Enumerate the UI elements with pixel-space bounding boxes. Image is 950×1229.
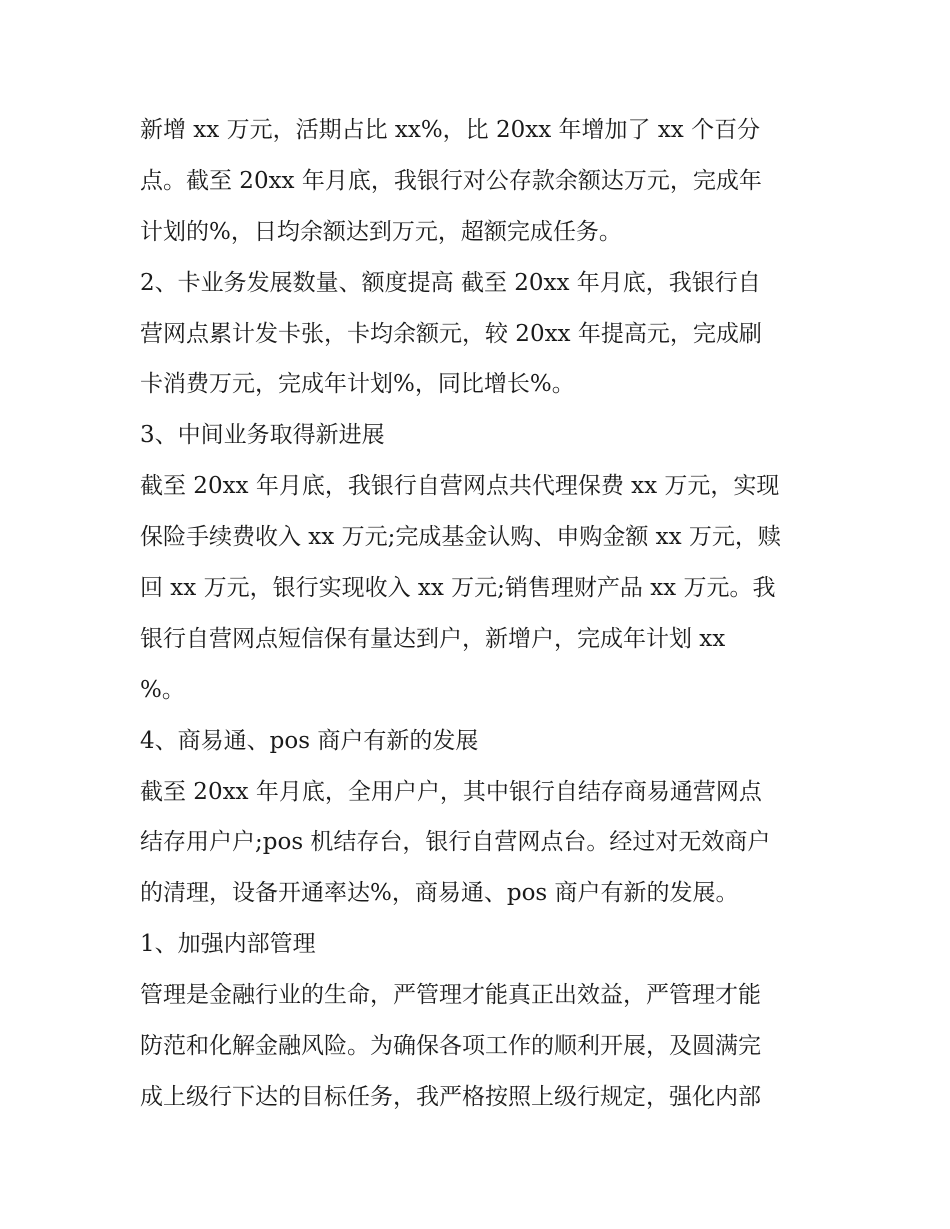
text-line: 新增 xx 万元，活期占比 xx%，比 20xx 年增加了 xx 个百分 bbox=[140, 117, 761, 143]
text-line: 截至 20xx 年月底，全用户户，其中银行自结存商易通营网点 bbox=[140, 778, 762, 805]
text-line: 截至 20xx 年月底，我银行自营网点共代理保费 xx 万元，实现 bbox=[140, 473, 780, 500]
section-heading-card-business: 2、卡业务发展数量、额度提高 截至 20xx 年月底，我银行自 bbox=[140, 269, 761, 296]
text-line: 计划的%，日均余额达到万元，超额完成任务。 bbox=[140, 218, 622, 245]
section-heading-intermediary-business: 3、中间业务取得新进展 bbox=[140, 422, 385, 449]
text-line: 结存用户户;pos 机结存台，银行自营网点台。经过对无效商户 bbox=[140, 829, 771, 856]
text-line: 防范和化解金融风险。为确保各项工作的顺利开展，及圆满完 bbox=[140, 1033, 761, 1060]
text-line: 成上级行下达的目标任务，我严格按照上级行规定，强化内部 bbox=[140, 1083, 761, 1110]
text-line: 保险手续费收入 xx 万元;完成基金认购、申购金额 xx 万元，赎 bbox=[140, 524, 781, 551]
text-line: 的清理，设备开通率达%，商易通、pos 商户有新的发展。 bbox=[140, 880, 739, 907]
text-line: 点。截至 20xx 年月底，我银行对公存款余额达万元，完成年 bbox=[140, 167, 762, 194]
text-line: 卡消费万元，完成年计划%，同比增长%。 bbox=[140, 371, 575, 398]
text-line: %。 bbox=[140, 676, 185, 703]
text-line: 营网点累计发卡张，卡均余额元，较 20xx 年提高元，完成刷 bbox=[140, 320, 762, 347]
text-line: 回 xx 万元，银行实现收入 xx 万元;销售理财产品 xx 万元。我 bbox=[140, 575, 776, 602]
document-body bbox=[140, 105, 820, 1123]
text-line: 管理是金融行业的生命，严管理才能真正出效益，严管理才能 bbox=[140, 982, 761, 1009]
section-heading-internal-management: 1、加强内部管理 bbox=[140, 931, 316, 958]
text-line: 银行自营网点短信保有量达到户，新增户，完成年计划 xx bbox=[140, 625, 726, 652]
section-heading-merchant-pos: 4、商易通、pos 商户有新的发展 bbox=[140, 727, 479, 754]
